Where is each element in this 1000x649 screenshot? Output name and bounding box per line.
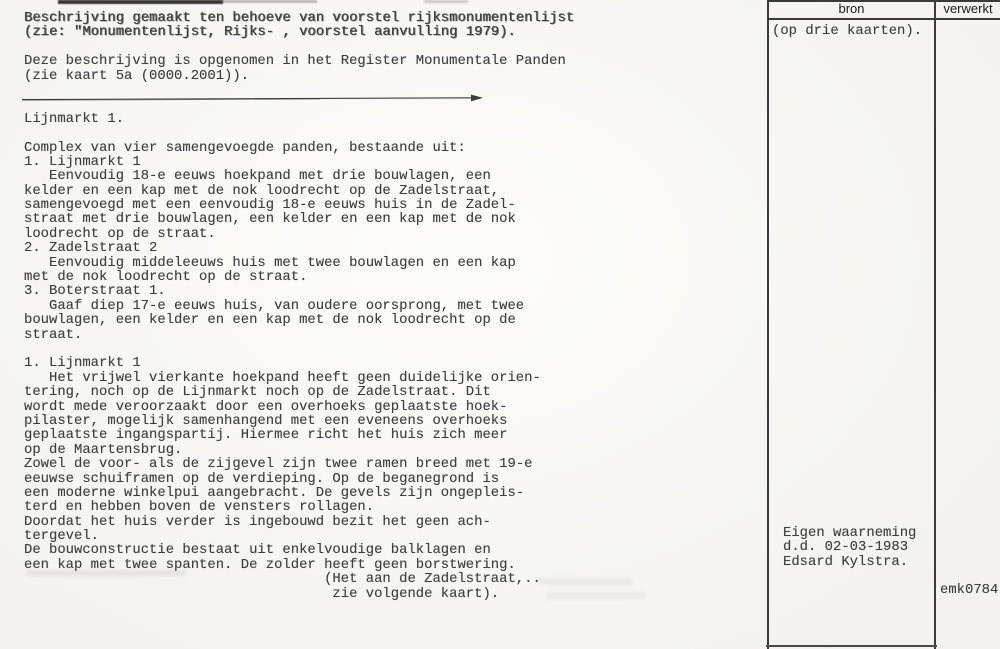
scan-artifact-top-mid bbox=[221, 0, 317, 3]
verwerkt-code: emk0784 bbox=[940, 582, 999, 598]
typed-line: Zowel de voor- als de zijgevel zijn twee ramen breed met 19-e bbox=[24, 456, 533, 473]
typed-line: pilaster, mogelijk samenhangend met een eveneens overhoeks bbox=[24, 412, 508, 429]
scan-artifact-top-right bbox=[424, 0, 468, 3]
typed-line: loodrecht op de straat. bbox=[24, 225, 216, 242]
source-attribution-line: Eigen waarneming bbox=[783, 525, 917, 541]
typed-line: 2. Zadelstraat 2 bbox=[24, 240, 158, 257]
scan-artifact-top-left bbox=[58, 0, 223, 4]
typed-line: eeuwse schuiframen op de verdieping. Op de beganegrond is bbox=[24, 470, 500, 487]
arrowhead-icon bbox=[471, 95, 483, 102]
divider-arrow-line bbox=[20, 92, 490, 106]
typed-line: 3. Boterstraat 1. bbox=[24, 283, 166, 300]
typed-line: Beschrijving gemaakt ten behoeve van voorstel rijksmonumentenlijst bbox=[24, 10, 575, 26]
typed-line: tergevel. bbox=[24, 528, 100, 545]
typed-line: 1. Lijnmarkt 1 bbox=[24, 355, 141, 372]
table-bottom-rule bbox=[766, 645, 937, 647]
verwerkt-column-header: verwerkt bbox=[943, 1, 993, 16]
typed-line: Gaaf diep 17-e eeuws huis, van oudere oorsprong, met twee bbox=[24, 297, 525, 314]
typed-line: geplaatste ingangspartij. Hiermee richt het huis zich meer bbox=[24, 427, 508, 444]
source-attribution bbox=[783, 526, 916, 569]
table-vertical-rule-right bbox=[934, 0, 936, 649]
typed-line: tering, noch op de Lijnmarkt noch op de Zadelstraat. Dit bbox=[24, 384, 491, 401]
typed-line: wordt mede veroorzaakt door een overhoeks geplaatste hoek- bbox=[24, 398, 508, 415]
table-vertical-rule-left bbox=[767, 0, 769, 649]
typed-line: De bouwconstructie bestaat uit enkelvoudige balklagen en bbox=[24, 542, 491, 559]
typed-line: met de nok loodrecht op de straat. bbox=[24, 269, 308, 286]
typed-line bbox=[24, 126, 574, 140]
typed-line: Doordat het huis verder is ingebouwd bezit het geen ach- bbox=[24, 513, 491, 530]
typed-line: Het vrijwel vierkante hoekpand heeft geen duidelijke orien- bbox=[24, 369, 541, 386]
typed-line: (Het aan de Zadelstraat,.. bbox=[24, 571, 541, 588]
bron-note: (op drie kaarten). bbox=[772, 23, 923, 39]
typed-line bbox=[24, 40, 574, 54]
source-attribution-line: d.d. 02-03-1983 bbox=[783, 539, 909, 556]
typed-line: (zie: "Monumentenlijst, Rijks- , voorstel aanvulling 1979). bbox=[24, 24, 516, 41]
typed-line: 1. Lijnmarkt 1 bbox=[24, 153, 141, 170]
typed-line: samengevoegd met een eenvoudig 18-e eeuws huis in de Zadel- bbox=[24, 197, 516, 214]
typed-line: bouwlagen, een kelder en een kap met de nok loodrecht op de bbox=[24, 312, 516, 329]
typed-line: kelder en een kap met de nok loodrecht op de Zadelstraat, bbox=[24, 182, 500, 199]
typed-line: Eenvoudig middeleeuws huis met twee bouwlagen en een kap bbox=[24, 254, 516, 271]
typed-line: zie volgende kaart). bbox=[24, 585, 500, 602]
typed-line: op de Maartensbrug. bbox=[24, 441, 183, 458]
typed-line: straat met drie bouwlagen, een kelder en een kap met de nok bbox=[24, 211, 516, 228]
typed-line: terd en hebben boven de vensters rollagen. bbox=[24, 499, 375, 516]
typed-line: Lijnmarkt 1. bbox=[24, 110, 125, 127]
table-header-rule bbox=[767, 18, 1000, 20]
typed-line: Eenvoudig 18-e eeuws hoekpand met drie bouwlagen, een bbox=[24, 168, 491, 185]
typed-line: een kap met twee spanten. De zolder heeft geen borstwering. bbox=[24, 556, 516, 573]
typed-line: (zie kaart 5a (0000.2001)). bbox=[24, 67, 250, 84]
typed-line: een moderne winkelpui aangebracht. De gevels zijn ongepleis- bbox=[24, 484, 525, 501]
source-attribution-line: Edsard Kylstra. bbox=[783, 553, 909, 570]
typed-line: straat. bbox=[24, 326, 83, 343]
typed-line: Deze beschrijving is opgenomen in het Register Monumentale Panden bbox=[24, 53, 566, 70]
bron-column-header: bron bbox=[838, 1, 865, 16]
typed-line: Complex van vier samengevoegde panden, bestaande uit: bbox=[24, 139, 466, 156]
